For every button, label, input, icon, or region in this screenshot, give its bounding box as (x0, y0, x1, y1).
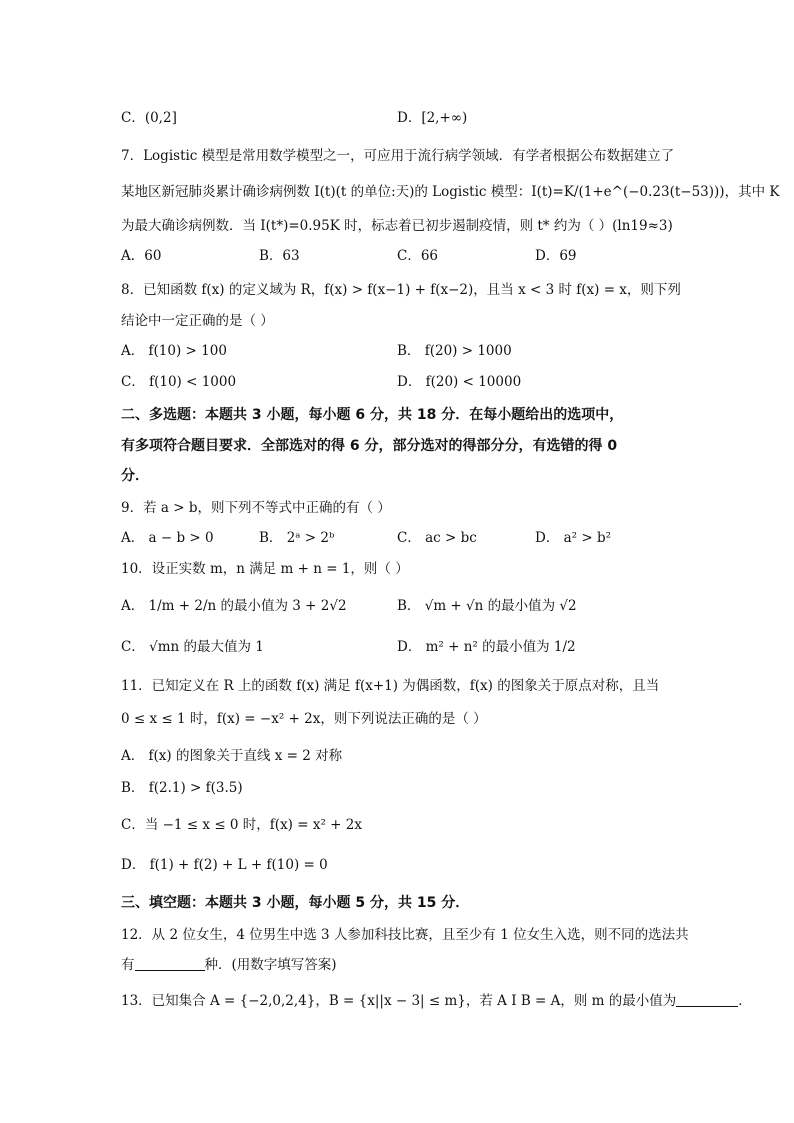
q10-option-c: C． √mn 的最大值为 1 (121, 639, 264, 655)
q8-option-a: A． f(10) > 100 (121, 343, 227, 359)
q11-option-a: A． f(x) 的图象关于直线 x = 2 对称 (121, 748, 343, 764)
q10-option-d: D． m² + n² 的最小值为 1/2 (397, 639, 576, 655)
q7-option-b: B．63 (259, 248, 300, 264)
q12-suffix: 种．(用数字填写答案) (204, 957, 337, 973)
q6-option-d: D．[2,+∞) (397, 110, 468, 126)
q11-stem-line1: 11．已知定义在 R 上的函数 f(x) 满足 f(x+1) 为偶函数，f(x) 的图象关于原点对称，且当 (121, 678, 660, 694)
q9-option-c: C． ac > bc (397, 530, 477, 546)
q13-period: ． (738, 993, 752, 1009)
q7-stem-line2: 某地区新冠肺炎累计确诊病例数 I(t)(t 的单位:天)的 Logistic 模型：I(t)=K/(1+e^(−0.23(t−53)))，其中 K (121, 184, 780, 200)
q13-stem (121, 991, 752, 1011)
q12-answer-blank[interactable] (135, 956, 205, 971)
q6-option-c: C．(0,2] (121, 110, 177, 126)
q12-prefix: 有 (121, 957, 135, 973)
q11-stem-line2: 0 ≤ x ≤ 1 时，f(x) = −x² + 2x，则下列说法正确的是（ ） (121, 711, 487, 727)
section2-heading-line3: 分． (121, 468, 149, 484)
q10-option-a: A． 1/m + 2/n 的最小值为 3 + 2√2 (121, 598, 347, 614)
q12-stem-line2 (121, 955, 337, 975)
q7-option-d: D．69 (535, 248, 577, 264)
q12-stem-line1: 12．从 2 位女生，4 位男生中选 3 人参加科技比赛，且至少有 1 位女生入选，则不同的选法共 (121, 927, 689, 943)
q7-option-a: A．60 (121, 248, 162, 264)
q7-option-c: C．66 (397, 248, 439, 264)
q10-option-b: B． √m + √n 的最小值为 √2 (397, 598, 577, 614)
q13-text: 13．已知集合 A = {−2,0,2,4}，B = {x||x − 3| ≤ m}，若 A I B = A，则 m 的最小值为 (121, 993, 677, 1009)
section2-heading-line2: 有多项符合题目要求．全部选对的得 6 分，部分选对的得部分分，有选错的得 0 (121, 438, 618, 454)
q9-option-a: A． a − b > 0 (121, 530, 214, 546)
q7-stem-line3: 为最大确诊病例数．当 I(t*)=0.95K 时，标志着已初步遏制疫情，则 t* 约为（ ）(ln19≈3) (121, 218, 673, 234)
q9-stem: 9．若 a > b，则下列不等式中正确的有（ ） (121, 500, 391, 516)
q11-option-c: C．当 −1 ≤ x ≤ 0 时，f(x) = x² + 2x (121, 817, 362, 833)
q8-option-b: B． f(20) > 1000 (397, 343, 512, 359)
section3-heading: 三、填空题：本题共 3 小题，每小题 5 分，共 15 分． (121, 895, 470, 911)
q10-stem: 10．设正实数 m，n 满足 m + n = 1，则（ ） (121, 561, 409, 577)
q11-option-d: D． f(1) + f(2) + L + f(10) = 0 (121, 857, 328, 873)
q8-stem-line1: 8．已知函数 f(x) 的定义域为 R，f(x) > f(x−1) + f(x−2)，且当 x < 3 时 f(x) = x，则下列 (121, 282, 681, 298)
q9-option-d: D． a² > b² (535, 530, 612, 546)
q13-answer-blank[interactable] (676, 992, 738, 1007)
q8-stem-line2: 结论中一定正确的是（ ） (121, 313, 274, 329)
section2-heading-line1: 二、多选题：本题共 3 小题，每小题 6 分，共 18 分．在每小题给出的选项中， (121, 407, 624, 423)
q9-option-b: B． 2ᵃ > 2ᵇ (259, 530, 335, 546)
q11-option-b: B． f(2.1) > f(3.5) (121, 780, 243, 796)
q8-option-c: C． f(10) < 1000 (121, 374, 237, 390)
q7-stem-line1: 7．Logistic 模型是常用数学模型之一，可应用于流行病学领域．有学者根据公布数据建立了 (121, 148, 675, 164)
q8-option-d: D． f(20) < 10000 (397, 374, 522, 390)
